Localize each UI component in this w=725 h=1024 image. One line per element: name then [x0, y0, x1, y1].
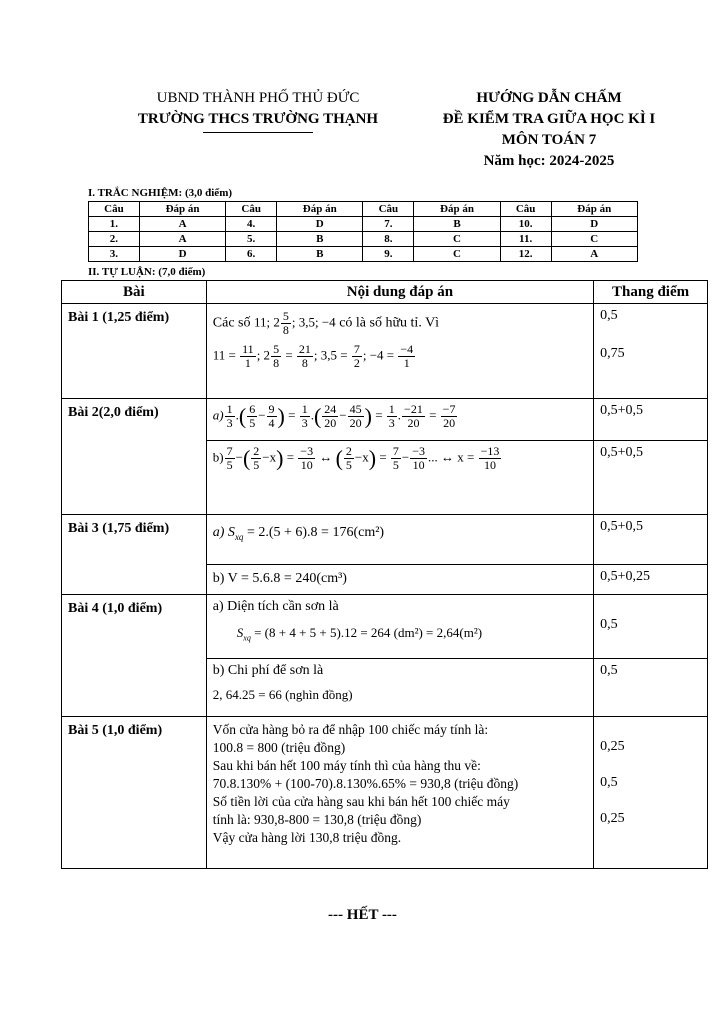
bai2-score-a: 0,5+0,5	[594, 399, 708, 441]
bai4-part-b	[206, 659, 593, 717]
bai4-a-text: a) Diện tích cần sơn là	[212, 599, 339, 614]
table-row	[62, 515, 708, 565]
bai1-number-list: 11; 2	[253, 314, 280, 330]
bai1-label: Bài 1 (1,25 điểm)	[62, 304, 207, 399]
mc-cell: 10.	[500, 217, 551, 232]
subject: MÔN TOÁN 7	[501, 132, 597, 148]
bai4-score-a	[594, 595, 708, 659]
bai1-content	[206, 304, 593, 399]
mc-header-row	[89, 202, 638, 217]
bai1-number-list-rest: ; 3,5; −4	[291, 314, 336, 330]
bai4-label: Bài 4 (1,0 điểm)	[62, 595, 207, 717]
bai2-part-b: b) $\frac{7}{5}$ −( $\frac{2}{5}$ −x) = $\frac{-3}{10}$ ↔ ( $\frac{2}{5}$ −x) = $\frac{7}{5}$ − $\frac{-3}{10}$ ... ↔ x = $\frac{-13}{10}$	[206, 441, 593, 515]
formula-subscript: xq	[243, 633, 251, 643]
mc-cell: A	[139, 232, 225, 247]
bai3-a-formula-rest: = 2.(5 + 6).8 = 176(cm²)	[243, 525, 385, 540]
bai1-score	[594, 304, 708, 399]
mc-header: Câu	[500, 202, 551, 217]
bai5-score	[594, 717, 708, 869]
bai1-text-post: có là số hữu tỉ. Vì	[339, 315, 440, 331]
mc-cell: 4.	[226, 217, 277, 232]
mc-cell: A	[551, 247, 637, 262]
bai4-a-formula	[237, 625, 587, 643]
table-row	[62, 304, 708, 399]
doc-title: HƯỚNG DẪN CHẤM	[476, 90, 622, 106]
table-row	[89, 232, 638, 247]
essay-answer-table	[61, 280, 708, 869]
table-row	[62, 717, 708, 869]
bai2-part-a: a) $\frac{1}{3}$ .( $\frac{6}{5}$ − $\frac{9}{4}$ ) = $\frac{1}{3}$ .( $\frac{24}{20}$ − $\frac{45}{20}$ ) = $\frac{1}{3}$ . $\frac{-21}{20}$ = $\frac{-7}{20}$	[206, 399, 593, 441]
bai3-label: Bài 3 (1,75 điểm)	[62, 515, 207, 595]
table-row	[62, 399, 708, 441]
score-value: 0,25	[600, 811, 625, 826]
bai5-line: Vốn cửa hàng bỏ ra để nhập 100 chiếc máy tính là:	[212, 722, 489, 737]
mc-header: Đáp án	[414, 202, 500, 217]
bai5-content	[206, 717, 593, 869]
mc-cell: D	[551, 217, 637, 232]
header-left	[108, 88, 408, 133]
mc-cell: 3.	[89, 247, 140, 262]
score-value: 0,5	[600, 775, 618, 790]
exam-name: ĐỀ KIỂM TRA GIỮA HỌC KÌ I	[442, 111, 656, 127]
mc-header: Câu	[363, 202, 414, 217]
bai4-part-a	[206, 595, 593, 659]
section1-title: I. TRẮC NGHIỆM: (3,0 điểm)	[88, 187, 233, 199]
mc-cell: B	[277, 232, 363, 247]
bai3-a-formula: a) S	[212, 525, 235, 540]
bai3-a-subscript: xq	[234, 531, 244, 542]
mc-cell: 11.	[500, 232, 551, 247]
bai5-line: 100.8 = 800 (triệu đồng)	[212, 740, 346, 755]
bai2-label: Bài 2(2,0 điểm)	[62, 399, 207, 515]
part-a-prefix: a)	[212, 407, 224, 423]
bai1-equations: 11 = $\frac{11}{1}$ ; 2 $\frac{5}{8}$ = $\frac{21}{8}$ ; 3,5 = $\frac{7}{2}$ ; −4 = $\frac{-4}{1}$	[212, 342, 414, 370]
mc-cell: B	[277, 247, 363, 262]
mc-cell: 2.	[89, 232, 140, 247]
part-b-prefix: b)	[212, 449, 224, 465]
bai1-fraction: $\frac{5}{8}$	[282, 309, 289, 337]
mc-cell: A	[139, 217, 225, 232]
mc-header: Đáp án	[551, 202, 637, 217]
bai5-line: Sau khi bán hết 100 máy tính thì của hàng thu về:	[212, 758, 481, 773]
bai5-line: 70.8.130% + (100-70).8.130%.65% = 930,8 (triệu đồng)	[212, 776, 519, 791]
bai2-score-b: 0,5+0,5	[594, 441, 708, 515]
score-value: 0,75	[600, 346, 625, 361]
mc-cell: 7.	[363, 217, 414, 232]
mc-cell: B	[414, 217, 500, 232]
header-right	[415, 88, 683, 172]
bai3-part-a	[206, 515, 593, 565]
school-name: TRƯỜNG THCS TRƯỜNG THẠNH	[137, 111, 379, 127]
bai1-text: Các số	[212, 315, 251, 331]
mc-header: Câu	[226, 202, 277, 217]
bai5-line: tính là: 930,8-800 = 130,8 (triệu đồng)	[212, 812, 422, 827]
mc-answer-table	[88, 201, 638, 262]
col-header-content: Nội dung đáp án	[206, 281, 593, 304]
mc-cell: D	[277, 217, 363, 232]
mc-cell: C	[414, 232, 500, 247]
bai3-score-a: 0,5+0,5	[594, 515, 708, 565]
section2-title: II. TỰ LUẬN: (7,0 điểm)	[88, 266, 206, 278]
end-marker: --- HẾT ---	[328, 907, 397, 923]
score-value: 0,5	[600, 308, 618, 323]
mc-cell: 6.	[226, 247, 277, 262]
mc-cell: 5.	[226, 232, 277, 247]
formula-body: = (8 + 4 + 5 + 5).12 = 264 (dm²) = 2,64(m²)	[250, 625, 483, 640]
score-value: 0,25	[600, 739, 625, 754]
bai5-line: Vậy cửa hàng lời 130,8 triệu đồng.	[212, 830, 402, 845]
bai4-score-b: 0,5	[594, 659, 708, 717]
mc-cell: C	[551, 232, 637, 247]
bai3-score-b: 0,5+0,25	[594, 565, 708, 595]
table-row	[89, 217, 638, 232]
mc-header: Câu	[89, 202, 140, 217]
mc-cell: 8.	[363, 232, 414, 247]
district-name: UBND THÀNH PHỐ THỦ ĐỨC	[156, 90, 360, 106]
essay-header-row	[62, 281, 708, 304]
mc-header: Đáp án	[277, 202, 363, 217]
mc-header: Đáp án	[139, 202, 225, 217]
score-value: 0,5	[600, 617, 618, 632]
school-year: Năm học: 2024-2025	[483, 153, 615, 169]
mc-cell: 12.	[500, 247, 551, 262]
bai1-line1	[213, 310, 587, 337]
mc-cell: C	[414, 247, 500, 262]
col-header-bai: Bài	[62, 281, 207, 304]
mc-cell: 9.	[363, 247, 414, 262]
table-row	[62, 595, 708, 659]
mc-cell: 1.	[89, 217, 140, 232]
bai5-label: Bài 5 (1,0 điểm)	[62, 717, 207, 869]
bai5-line: Số tiền lời của cửa hàng sau khi bán hết 100 chiếc máy	[212, 794, 510, 809]
bai4-b-formula: 2, 64.25 = 66 (nghìn đồng)	[212, 687, 353, 702]
header-underline	[203, 132, 313, 133]
formula-symbol: S	[236, 625, 244, 640]
col-header-score: Thang điểm	[594, 281, 708, 304]
table-row	[89, 247, 638, 262]
bai3-part-b: b) V = 5.6.8 = 240(cm³)	[206, 565, 593, 595]
mc-cell: D	[139, 247, 225, 262]
bai4-b-text: b) Chi phí để sơn là	[212, 663, 324, 678]
